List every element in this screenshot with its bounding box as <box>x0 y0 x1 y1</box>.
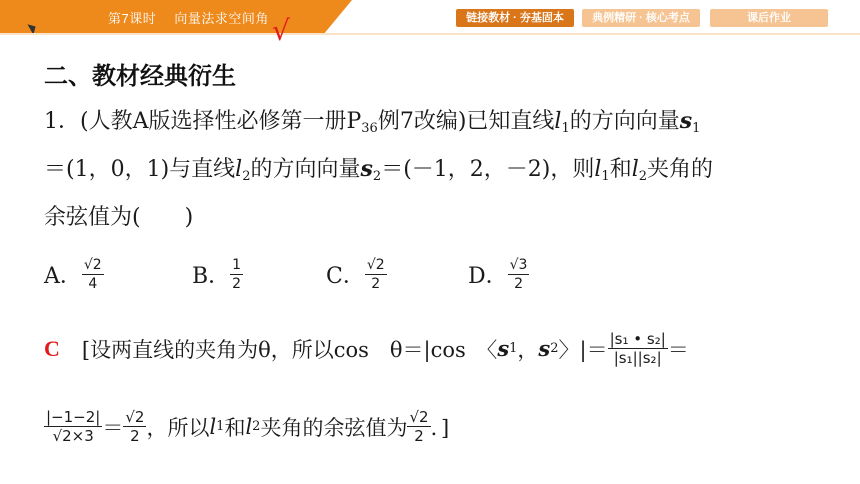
answer-fraction-1: $\frac{\text{|s₁ • s₂|}}{\text{|s₁||s₂|}}$ <box>609 330 666 367</box>
tab-textbook[interactable]: 链接教材 · 夯基固本 <box>456 9 574 27</box>
option-b[interactable]: B． $\frac{1}{2}$ <box>192 257 242 292</box>
lesson-number: 第7课时 <box>108 11 157 26</box>
problem-line-3: 余弦值为( ) <box>44 205 194 230</box>
answer-fraction-2: $\frac{|-1-2|}{√2\times 3}$ <box>46 408 101 445</box>
option-d-fraction: $\frac{√3}{2}$ <box>509 257 528 292</box>
lesson-topic: 向量法求空间角 <box>174 11 269 26</box>
problem-line-2: ＝(1，0，1)与直线$l_2$的方向向量$s_2=(-1$，2，－2)，则$l_1$和$l_2$夹角的 <box>44 156 714 184</box>
option-d[interactable]: D． $\frac{√3}{2}$ <box>468 257 528 292</box>
lesson-title <box>108 8 283 27</box>
answer-line-2: $\frac{|-1-2|}{√2\times 3}$ ＝ $\frac{√2}{2}$ ，所以 l 1 和 l 2 夹角的余弦值为 $\frac{√2}{2}$ ．] <box>46 408 450 445</box>
answer-fraction-3: $\frac{√2}{2}$ <box>125 408 145 445</box>
problem-line-1: 1．(人教A版选择性必修第一册$P_{36}$例7改编)已知直线$l_1$的方向向量$s_1$ <box>44 108 701 136</box>
option-a-fraction: $\frac{√2}{4}$ <box>83 257 102 292</box>
section-title: 二、教材经典衍生 <box>44 62 236 90</box>
options <box>44 256 844 306</box>
correct-check-icon: √ <box>272 14 290 47</box>
option-c[interactable]: C． $\frac{√2}{2}$ <box>326 257 385 292</box>
option-b-fraction: $\frac{1}{2}$ <box>232 257 242 292</box>
answer-fraction-4: $\frac{√2}{2}$ <box>409 408 429 445</box>
answer-line-1: C [设两直线的夹角为θ，所以cos θ＝|cos 〈 s 1 ， s 2 〉|＝ $\frac{\text{|s₁ • s₂|}}{\text{|s₁||s₂|}}$ ＝ <box>44 330 689 367</box>
answer-letter: C <box>44 335 60 361</box>
tab-examples[interactable]: 典例精研 · 核心考点 <box>582 9 700 27</box>
top-bar <box>0 0 860 34</box>
option-c-fraction: $\frac{√2}{2}$ <box>366 257 385 292</box>
tab-homework[interactable]: 课后作业 <box>710 9 828 27</box>
header-divider <box>0 33 860 35</box>
option-a[interactable]: A． $\frac{√2}{4}$ <box>44 257 102 292</box>
